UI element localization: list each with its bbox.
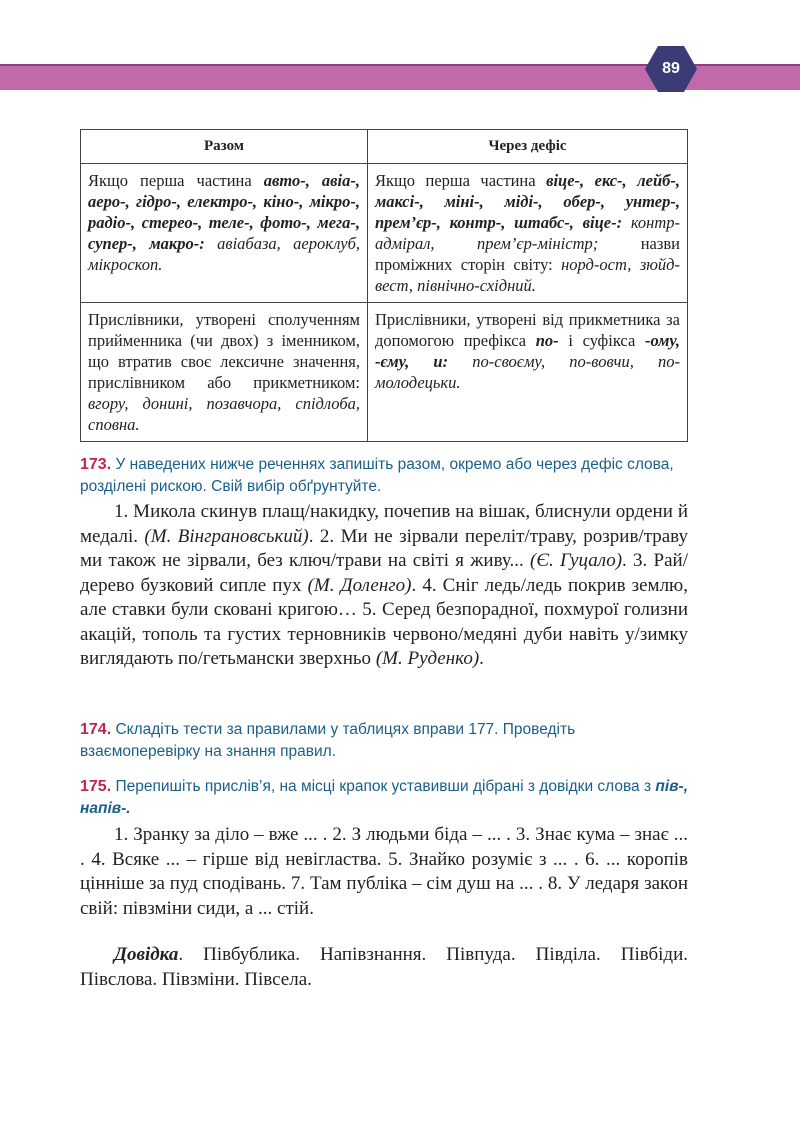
exercise-174-task <box>80 719 688 763</box>
text-segment: . <box>479 648 484 669</box>
text-segment: . 2. Ми не зірвали переліт/траву, розрив/траву ми також не зірвали, без ключ/трави на світі я живу... <box>80 525 688 571</box>
table-cell <box>81 164 368 303</box>
exercise-number: 174. <box>80 721 112 738</box>
reference-block <box>80 943 688 992</box>
example-words: (М. Руденко) <box>375 648 480 669</box>
example-words: (М. Доленго) <box>307 574 412 596</box>
text-segment: Якщо перша частина <box>375 171 547 190</box>
text-segment: назви проміжних сторін світу: <box>375 234 681 274</box>
text-segment: Прислівники, утворені від прикметника за допомогою префікса <box>375 310 680 350</box>
text-segment <box>448 352 472 371</box>
exercise-instruction: Складіть тести за правилами у таблицях вправи 177. Проведіть взаємоперевірку на знання правил. <box>80 721 576 760</box>
reference-label: Довідка <box>114 944 179 965</box>
example-words: по-своєму, по-вовчи, по-молодецьки. <box>375 352 680 392</box>
text-segment: . 3. Рай/дерево бузковий сипле пух <box>80 550 688 596</box>
exercise-175-text <box>80 823 688 921</box>
exercise-paragraph <box>80 500 688 672</box>
text-segment: Якщо перша частина <box>88 171 264 190</box>
text-segment: і суфікса <box>558 331 645 350</box>
exercise-instruction: У наведених нижче реченнях запишіть разом, окремо або через дефіс слова, розділені рискою. Свій вибір обґрунтуйте. <box>80 456 674 495</box>
emphasized-term: авто-, авіа-, аеро-, гідро-, електро-, кіно-, мікро-, радіо-, стерео-, теле-, фото-, мега-, супер-, макро-: <box>88 171 360 253</box>
table-header-row <box>81 130 688 164</box>
text-segment: 1. Микола скинув плащ/накидку, почепив на вішак, блиснули ордени й медалі. <box>80 501 688 547</box>
example-words: контр-адмірал, прем’єр-міністр; <box>375 213 680 253</box>
exercise-emphasis: пів-, напів-. <box>80 778 689 817</box>
text-segment <box>205 234 217 253</box>
spelling-rules-table <box>80 129 688 442</box>
exercise-paragraph: 1. Зранку за діло – вже ... . 2. З людьми біда – ... . 3. Знає кума – знає ... . 4. Всяке ... – гірше від невігластва. 5. Знайко розуміє з ... . 6. ... коропів цінніше за пуд сподівань. 7. Там публіка – сім душ на ... . 8. У ледаря закон свій: півзміни сиди, а ... стій. <box>80 824 688 919</box>
example-words: (М. Вінграновський) <box>144 525 309 547</box>
example-words: (Є. Гуцало) <box>530 550 623 571</box>
page-number: 89 <box>662 60 680 77</box>
exercise-175-task <box>80 776 688 820</box>
page-number-badge <box>645 46 697 92</box>
exercise-instruction: Перепишіть прислів’я, на місці крапок уставивши дібрані з довідки слова з <box>115 778 656 795</box>
emphasized-term: віце-, екс-, лейб-, максі-, міні-, міді-, обер-, унтер-, прем’єр-, контр-, штабс-, віце-: <box>375 171 680 232</box>
exercise-number: 175. <box>80 778 112 795</box>
column-header-together: Разом <box>81 130 368 164</box>
table-cell <box>368 164 688 303</box>
example-words: вгору, донині, позавчора, спідлоба, сповна. <box>88 394 360 434</box>
table-row <box>81 303 688 442</box>
example-words: норд-ост, зюйд-вест, північно-східний. <box>375 255 680 295</box>
text-segment <box>622 213 631 232</box>
table-cell <box>368 303 688 442</box>
reference-paragraph <box>80 943 688 992</box>
reference-text: . Півбублика. Напівзнання. Півпуда. Півділа. Півбіди. Півслова. Півзміни. Півсела. <box>80 944 688 990</box>
exercise-173-task <box>80 454 688 498</box>
text-segment: . 4. Сніг ледь/ледь покрив землю, але ставки були сковані кригою… 5. Серед безпорадної, похмурої голизни акацій, тополь та густих терновників червоно/медяні дуби навіть у/зимку виглядають по/гетьмански зверхньо <box>80 574 688 669</box>
exercise-number: 173. <box>80 456 112 473</box>
table-cell <box>81 303 368 442</box>
exercise-173-text <box>80 500 688 672</box>
text-segment: Прислівники, утворені сполученням прийменника (чи двох) з іменником, що втратив своє лексичне значення, прислівником або прикметником: <box>88 310 360 392</box>
column-header-hyphen: Через дефіс <box>368 130 688 164</box>
emphasized-term: по- <box>535 331 559 350</box>
table-row <box>81 164 688 303</box>
emphasized-term: -ому, -єму, и: <box>375 331 680 371</box>
example-words: авіабаза, аероклуб, мікроскоп. <box>88 234 361 274</box>
